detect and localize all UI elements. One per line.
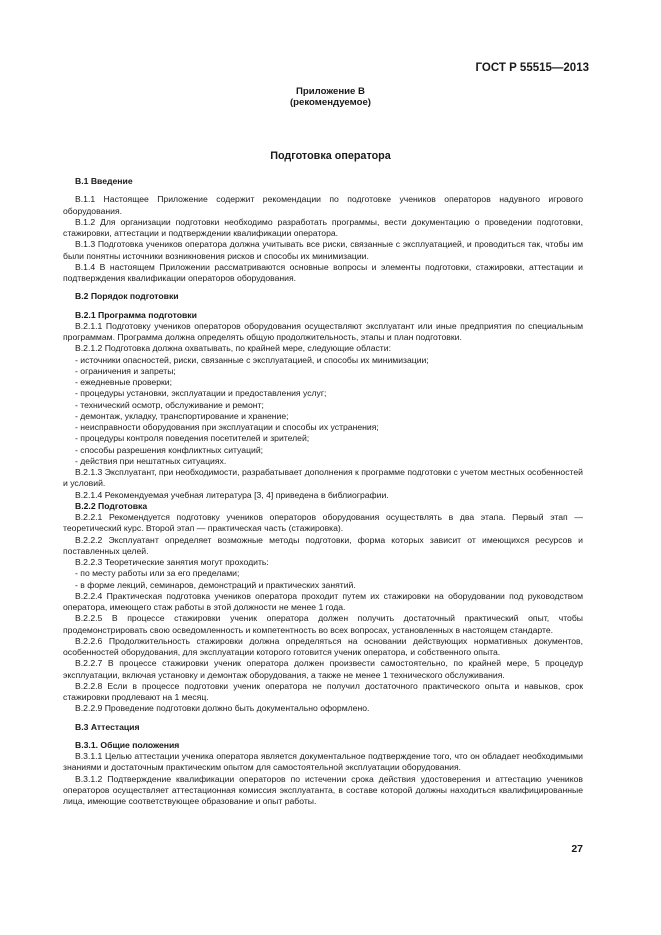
subsection-title-b3-1: В.3.1. Общие положения [75, 739, 180, 750]
document-body [63, 176, 583, 807]
page-title: Подготовка оператора [270, 150, 391, 162]
section-title-b2: В.2 Порядок подготовки [75, 291, 179, 302]
list-item: - ежедневные проверки; [75, 377, 173, 387]
paragraph-b2-2-3: В.2.2.3 Теоретические занятия могут проходить: [75, 557, 269, 567]
paragraph-b2-2-4: В.2.2.4 Практическая подготовка учеников оператора проходит путем их стажировки на оборудовании под руководством оператора, имеющего стаж работы в этой должности не менее 1 года. [63, 590, 583, 612]
paragraph-b2-1-1: В.2.1.1 Подготовку учеников операторов оборудования осуществляют эксплуатант или иные предприятия по специальным программам. Программа должна определять общую продолжительность, этапы и план подготовки. [63, 320, 583, 342]
list-item: - демонтаж, укладку, транспортирование и хранение; [75, 410, 289, 421]
paragraph-b3-1-2: В.3.1.2 Подтверждение квалификации операторов по истечении срока действия удостоверения и аттестацию учеников операторов осуществляет аттестационная комиссия эксплуатанта, в составе которой должны находиться квалифицированные лица, имеющие соответствующее образование и опыт работы. [63, 773, 583, 806]
list-item: - процедуры контроля поведения посетителей и зрителей; [75, 433, 310, 444]
section-title-b1: В.1 Введение [75, 176, 133, 186]
paragraph-b2-2-6: В.2.2.6 Продолжительность стажировки должна определяться на основании действующих нормативных документов, особенностей оборудования, для эксплуатации которого готовится ученик оператора, и собственного опыта. [63, 635, 583, 657]
subsection-title-b2-2: В.2.2 Подготовка [75, 500, 148, 511]
paragraph-b2-2-9: В.2.2.9 Проведение подготовки должно быть документально оформлено. [75, 703, 370, 714]
page-number: 27 [571, 843, 583, 855]
section-title-b3: В.3 Аттестация [75, 721, 140, 732]
paragraph-b1-4: В.1.4 В настоящем Приложении рассматриваются основные вопросы и элементы подготовки, стажировки, аттестации и подтверждения квалификации операторов оборудования. [63, 261, 583, 283]
paragraph-b2-2-8: В.2.2.8 Если в процессе подготовки ученик оператора не получил достаточного практического опыта и навыков, срок стажировки продлевают на 1 месяц. [63, 680, 583, 702]
appendix-note: (рекомендуемое) [289, 97, 371, 108]
paragraph-b2-2-7: В.2.2.7 В процессе стажировки ученик оператора должен произвести самостоятельно, по крайней мере, 5 процедур эксплуатации, включая установку и демонтаж оборудования, а также не менее 1 технического обслуживания. [63, 658, 583, 680]
paragraph-b1-1: В.1.1 Настоящее Приложение содержит рекомендации по подготовке учеников операторов надувного игрового оборудования. [63, 194, 583, 216]
paragraph-b2-2-2: В.2.2.2 Эксплуатант определяет возможные методы подготовки, форма которых зависит от имеющихся ресурсов и поставленных целей. [63, 534, 583, 556]
paragraph-b1-2: В.1.2 Для организации подготовки необходимо разработать программы, вести документацию о проведении подготовки, стажировки, аттестации и подтверждении квалификации оператора. [63, 216, 583, 238]
list-item: - технический осмотр, обслуживание и ремонт; [75, 399, 264, 410]
paragraph-b2-2-1: В.2.2.1 Рекомендуется подготовку учеников операторов оборудования осуществлять в два этапа. Первый этап — теоретический курс. Второй этап — практическая часть (стажировка). [63, 512, 583, 534]
paragraph-b2-1-2: В.2.1.2 Подготовка должна охватывать, по крайней мере, следующие области: [75, 343, 391, 354]
list-item: - процедуры установки, эксплуатации и предоставления услуг; [75, 388, 327, 399]
appendix-heading [0, 86, 661, 108]
paragraph-b1-3: В.1.3 Подготовка учеников оператора должна учитывать все риски, связанные с эксплуатацией, и проводиться так, чтобы им были понятны источники возникновения рисков и способы их минимизации. [63, 239, 583, 261]
list-item: - ограничения и запреты; [75, 365, 176, 376]
list-item: - способы разрешения конфликтных ситуаций; [75, 444, 264, 455]
appendix-title: Приложение В [296, 86, 365, 97]
list-item: - по месту работы или за его пределами; [75, 568, 240, 579]
subsection-title-b2-1: В.2.1 Программа подготовки [75, 309, 197, 320]
paragraph-b2-1-4: В.2.1.4 Рекомендуемая учебная литература [3, 4] приведена в библиографии. [75, 489, 389, 500]
list-item: - неисправности оборудования при эксплуатации и способы их устранения; [75, 422, 379, 432]
paragraph-b2-1-3: В.2.1.3 Эксплуатант, при необходимости, разрабатывает дополнения к программе подготовки с учетом местных особенностей и условий. [63, 467, 583, 489]
standard-number: ГОСТ Р 55515—2013 [475, 62, 589, 74]
paragraph-b3-1-1: В.3.1.1 Целью аттестации ученика оператора является документальное подтверждение того, что он обладает необходимыми знаниями и достаточным практическим опытом для самостоятельной эксплуатации оборудования. [63, 751, 583, 773]
list-item: - действия при нештатных ситуациях. [75, 455, 227, 466]
paragraph-b2-2-5: В.2.2.5 В процессе стажировки ученик оператора должен получить достаточный практический опыт, чтобы продемонстрировать свою осведомленность и компетентность во всех вопросах, установленных в настоящем стандарте. [63, 613, 583, 635]
list-item: - источники опасностей, риски, связанные с эксплуатацией, и способы их минимизации; [75, 354, 429, 365]
list-item: - в форме лекций, семинаров, демонстраций и практических занятий. [75, 579, 356, 590]
